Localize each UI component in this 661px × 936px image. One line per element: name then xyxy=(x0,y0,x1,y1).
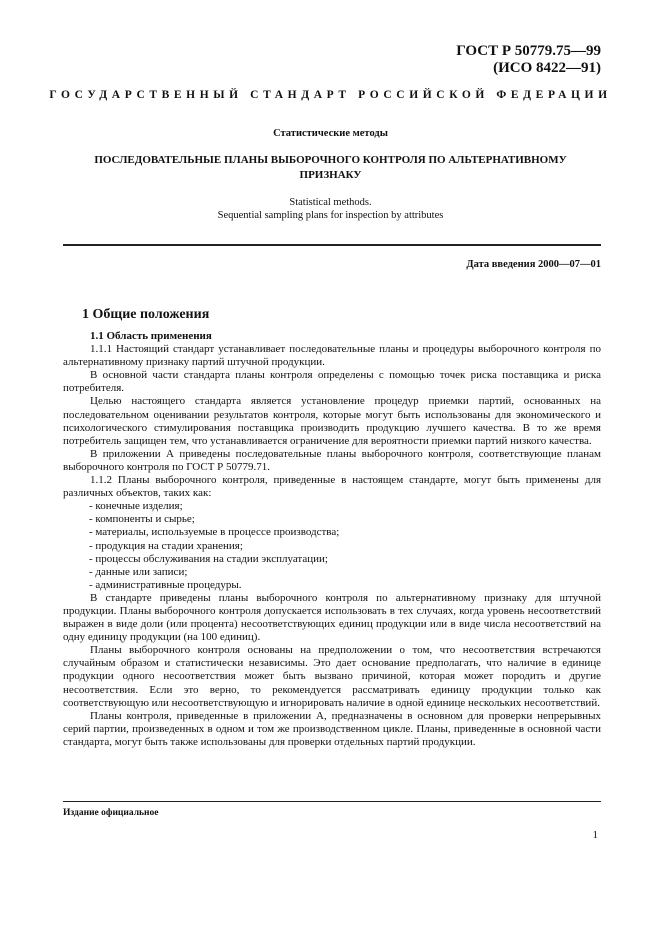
section-title: 1 Общие положения xyxy=(82,307,210,322)
list-item: - данные или записи; xyxy=(89,565,188,578)
list-item: - материалы, используемые в процессе производства; xyxy=(89,526,340,539)
paragraph: В основной части стандарта планы контроля определены с помощью точек риска поставщика и риска потребителя. xyxy=(63,369,601,395)
header-divider xyxy=(63,244,601,246)
paragraph: Планы выборочного контроля основаны на предположении о том, что несоответствия встречаются случайным образом и статистически независимы. Это дает основание предполагать, что наличие в единице продукции одного несоответствия может быть вызвано причиной, которая может породить и другие несоответствия. Если это верно, то рекомендуется рассматривать единицу продукции только как соответствующую или несоответствующую и игнорировать наличие в одной единице нескольких несоответствий. xyxy=(63,644,601,709)
edition-label: Издание официальное xyxy=(63,808,159,818)
subsection-title: 1.1 Область применения xyxy=(90,330,212,342)
gost-number: ГОСТ Р 50779.75—99 xyxy=(456,43,601,59)
introduction-date: Дата введения 2000—07—01 xyxy=(466,259,601,270)
iso-number: (ИСО 8422—91) xyxy=(493,60,601,76)
paragraph: 1.1.2 Планы выборочного контроля, приведенные в настоящем стандарте, могут быть применены для различных объектов, таких как: xyxy=(63,474,601,500)
body-text xyxy=(63,330,601,749)
english-title xyxy=(0,196,661,222)
paragraph: В стандарте приведены планы выборочного контроля по альтернативному признаку для штучной продукции. Планы выборочного контроля допускается использовать в тех случаях, когда уровень несоответствий выражен в виде доли (или процента) несоответствующих единиц продукции или в виде числа несоответствий на одну единицу продукции (на 100 единиц). xyxy=(63,591,601,644)
paragraph: Целью настоящего стандарта является установление процедур приемки партий, основанных на последовательном оценивании результатов контроля, которые могут быть использованы для экономического и психологического стимулирования поставщика производить продукцию лучшего качества. В то же время потребитель защищен тем, что устанавливается ограничение для вероятности приемки партий низкого качества. xyxy=(63,395,601,447)
main-title: ПОСЛЕДОВАТЕЛЬНЫЕ ПЛАНЫ ВЫБОРОЧНОГО КОНТРОЛЯ ПО АЛЬТЕРНАТИВНОМУ ПРИЗНАКУ xyxy=(94,154,567,181)
object-list xyxy=(63,500,601,592)
list-item: - компоненты и сырье; xyxy=(89,513,195,526)
paragraph: 1.1.1 Настоящий стандарт устанавливает последовательные планы и процедуры выборочного контроля по альтернативному признаку партий штучной продукции. xyxy=(63,343,601,369)
footer-divider xyxy=(63,801,601,802)
page-number: 1 xyxy=(592,829,598,841)
english-title-line-1: Statistical methods. xyxy=(289,197,372,208)
list-item: - конечные изделия; xyxy=(89,500,183,513)
paragraph: Планы контроля, приведенные в приложении А, предназначены в основном для проверки непрерывных серий партии, произведенных в одном и том же производственном цикле. Планы, приведенные в основной части стандарта, могут быть также использованы для проверки отдельных партий продукции. xyxy=(63,709,601,748)
standard-header: ГОСУДАРСТВЕННЫЙ СТАНДАРТ РОССИЙСКОЙ ФЕДЕРАЦИИ xyxy=(49,89,612,101)
list-item: - продукция на стадии хранения; xyxy=(89,539,243,552)
subject-title: Статистические методы xyxy=(273,128,388,139)
list-item: - административные процедуры. xyxy=(89,578,242,591)
list-item: - процессы обслуживания на стадии эксплуатации; xyxy=(89,552,328,565)
english-title-line-2: Sequential sampling plans for inspection by attributes xyxy=(217,210,444,221)
paragraph: В приложении А приведены последовательные планы выборочного контроля, соответствующие планам выборочного контроля по ГОСТ Р 50779.71. xyxy=(63,447,601,473)
gost-code-block xyxy=(456,43,601,77)
